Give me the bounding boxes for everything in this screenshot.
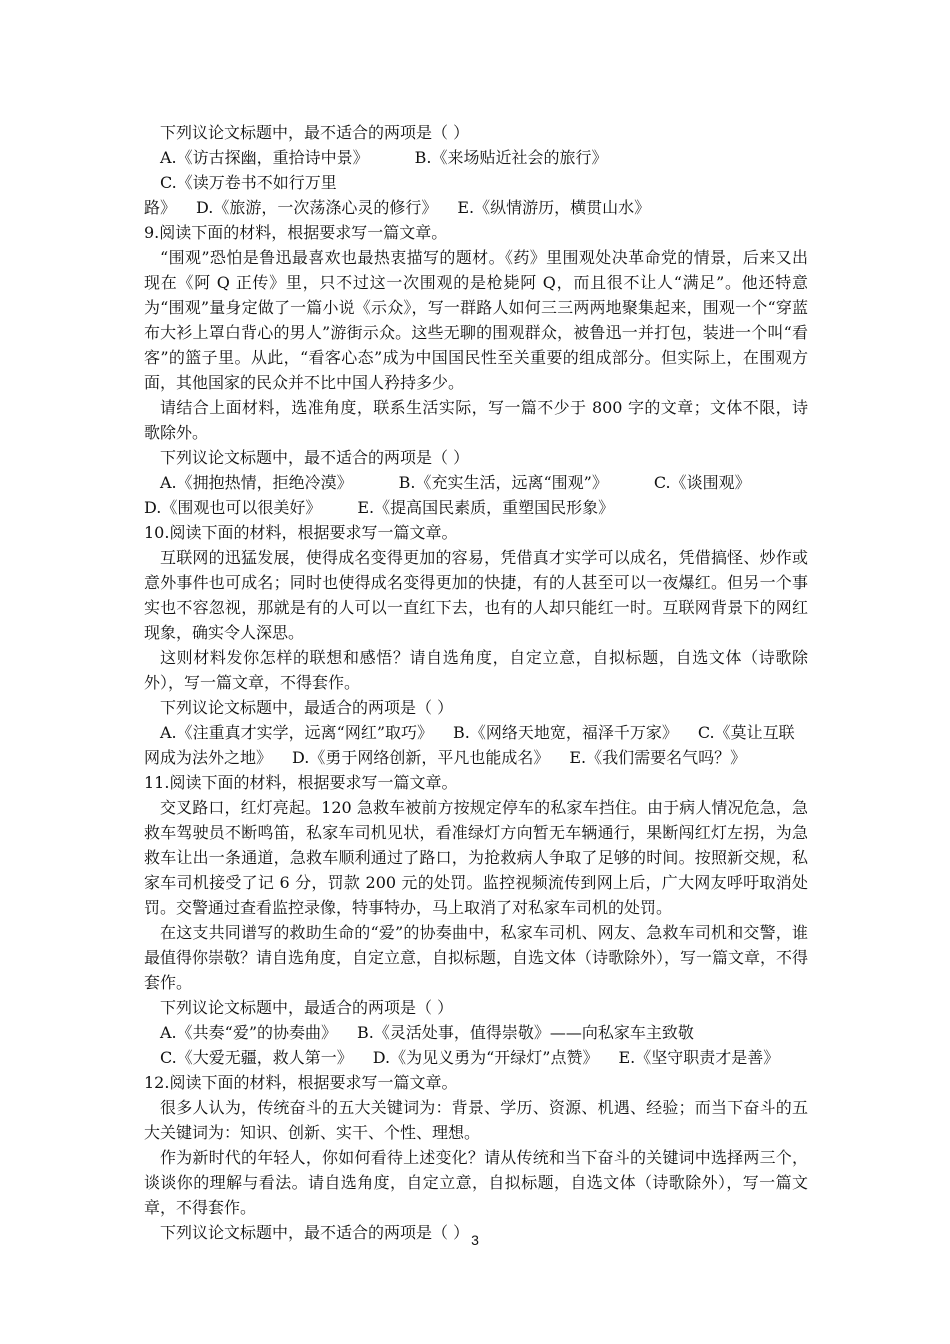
q9-task: 请结合上面材料，选准角度，联系生活实际，写一篇不少于 800 字的文章；文体不限，诗歌除外。	[144, 398, 808, 442]
q11-task: 在这支共同谱写的救助生命的“爱”的协奏曲中，私家车司机、网友、急救车司机和交警，谁最值得你崇敬？请自选角度，自定立意，自拟标题，自选文体（诗歌除外），写一篇文章，不得套作。	[144, 923, 809, 992]
q9-option-b: B.《充实生活，远离“围观”》	[398, 473, 608, 492]
q10-task: 这则材料发你怎样的联想和感悟？请自选角度，自定立意，自拟标题，自选文体（诗歌除外），写一篇文章，不得套作。	[144, 648, 808, 692]
q12-heading: 12.阅读下面的材料，根据要求写一篇文章。	[144, 1073, 458, 1092]
q9-option-a: A.《拥抱热情，拒绝冷漠》	[160, 473, 353, 492]
q8-option-a: A.《访古探幽，重拾诗中景》	[160, 148, 369, 167]
q8-option-e: E.《纵情游历，横贯山水》	[457, 198, 651, 217]
q10-prompt: 下列议论文标题中，最适合的两项是（ ）	[160, 698, 454, 717]
q9-material: “围观”恐怕是鲁迅最喜欢也最热衷描写的题材。《药》里围观处决革命党的情景，后来又出现在《阿 Q 正传》里，只不过这一次围观的是枪毙阿 Q，而且很不让人“满足”。他还特意为“围观”量身定做了一篇小说《示众》，写一群路人如何三三两两地聚集起来，围观一个“穿蓝布大衫上罩白背心的男人”游街示众。这些无聊的围观群众，被鲁迅一并打包，装进一个叫“看客”的篮子里。从此，“看客心态”成为中国国民性至关重要的组成部分。但实际上，在围观方面，其他国家的民众并不比中国人矜持多少。	[144, 248, 808, 392]
q10-option-e: E.《我们需要名气吗？》	[569, 748, 747, 767]
q11-options	[144, 1020, 808, 1045]
q8-options	[144, 145, 808, 195]
q8-prompt: 下列议论文标题中，最不适合的两项是（ ）	[160, 123, 470, 142]
q8-options-line2	[144, 195, 808, 220]
page-number: 3	[471, 1232, 479, 1248]
q8-option-b: B.《来场贴近社会的旅行》	[414, 148, 608, 167]
q11-option-e: E.《坚守职责才是善》	[618, 1048, 780, 1067]
q11-option-a: A.《共奏“爱”的协奏曲》	[160, 1023, 338, 1042]
q10-option-c-cont: 网成为法外之地》	[144, 748, 273, 767]
q10-material: 互联网的迅猛发展，使得成名变得更加的容易，凭借真才实学可以成名，凭借搞怪、炒作或意外事件也可成名；同时也使得成名变得更加的快捷，有的人甚至可以一夜爆红。但另一个事实也不容忽视，那就是有的人可以一直红下去，也有的人却只能红一时。互联网背景下的网红现象，确实令人深思。	[144, 548, 808, 642]
q10-options-line2	[144, 745, 808, 770]
q9-options	[144, 470, 808, 495]
q9-option-d: D.《围观也可以很美好》	[144, 498, 322, 517]
q10-option-a: A.《注重真才实学，远离“网红”取巧》	[160, 723, 434, 742]
q12-material: 很多人认为，传统奋斗的五大关键词为：背景、学历、资源、机遇、经验；而当下奋斗的五大关键词为：知识、创新、实干、个性、理想。	[144, 1098, 808, 1142]
q11-option-c: C.《大爱无疆，救人第一》	[160, 1048, 353, 1067]
q11-heading: 11.阅读下面的材料，根据要求写一篇文章。	[144, 773, 458, 792]
q11-material: 交叉路口，红灯亮起。120 急救车被前方按规定停车的私家车挡住。由于病人情况危急，急救车驾驶员不断鸣笛，私家车司机见状，看准绿灯方向暂无车辆通行，果断闯红灯左拐，为急救车让出一条通道，急救车顺利通过了路口，为抢救病人争取了足够的时间。按照新交规，私家车司机接受了记 6 分，罚款 200 元的处罚。监控视频流传到网上后，广大网友呼吁取消处罚。交警通过查看监控录像，特事特办，马上取消了对私家车司机的处罚。	[144, 798, 808, 917]
q8-option-c-cont: 路》	[144, 198, 177, 217]
q11-option-b: B.《灵活处事，值得崇敬》——向私家车主致敬	[357, 1023, 694, 1042]
q9-heading: 9.阅读下面的材料，根据要求写一篇文章。	[144, 223, 448, 242]
q11-options-line2	[144, 1045, 808, 1070]
q9-option-c: C.《谈围观》	[653, 473, 751, 492]
q9-prompt: 下列议论文标题中，最不适合的两项是（ ）	[160, 448, 470, 467]
q12-task: 作为新时代的年轻人，你如何看待上述变化？请从传统和当下奋斗的关键词中选择两三个，谈谈你的理解与看法。请自选角度，自定立意，自拟标题，自选文体（诗歌除外），写一篇文章，不得套作。	[144, 1148, 808, 1217]
document-page	[144, 120, 808, 1245]
q10-options	[144, 720, 808, 745]
q12-prompt: 下列议论文标题中，最不适合的两项是（ ）	[160, 1223, 470, 1242]
q11-option-d: D.《为见义勇为“开绿灯”点赞》	[372, 1048, 599, 1067]
q11-prompt: 下列议论文标题中，最适合的两项是（ ）	[160, 998, 454, 1017]
q10-heading: 10.阅读下面的材料，根据要求写一篇文章。	[144, 523, 458, 542]
q10-option-c: C.《莫让互联	[697, 723, 795, 742]
q10-option-b: B.《网络天地宽，福泽千万家》	[453, 723, 678, 742]
q9-option-e: E.《提高国民素质，重塑国民形象》	[357, 498, 615, 517]
q8-option-d: D.《旅游，一次荡涤心灵的修行》	[196, 198, 438, 217]
q9-options-line2	[144, 495, 808, 520]
q10-option-d: D.《勇于网络创新，平凡也能成名》	[292, 748, 550, 767]
q8-option-c: C.《读万卷书不如行万里	[160, 173, 337, 192]
